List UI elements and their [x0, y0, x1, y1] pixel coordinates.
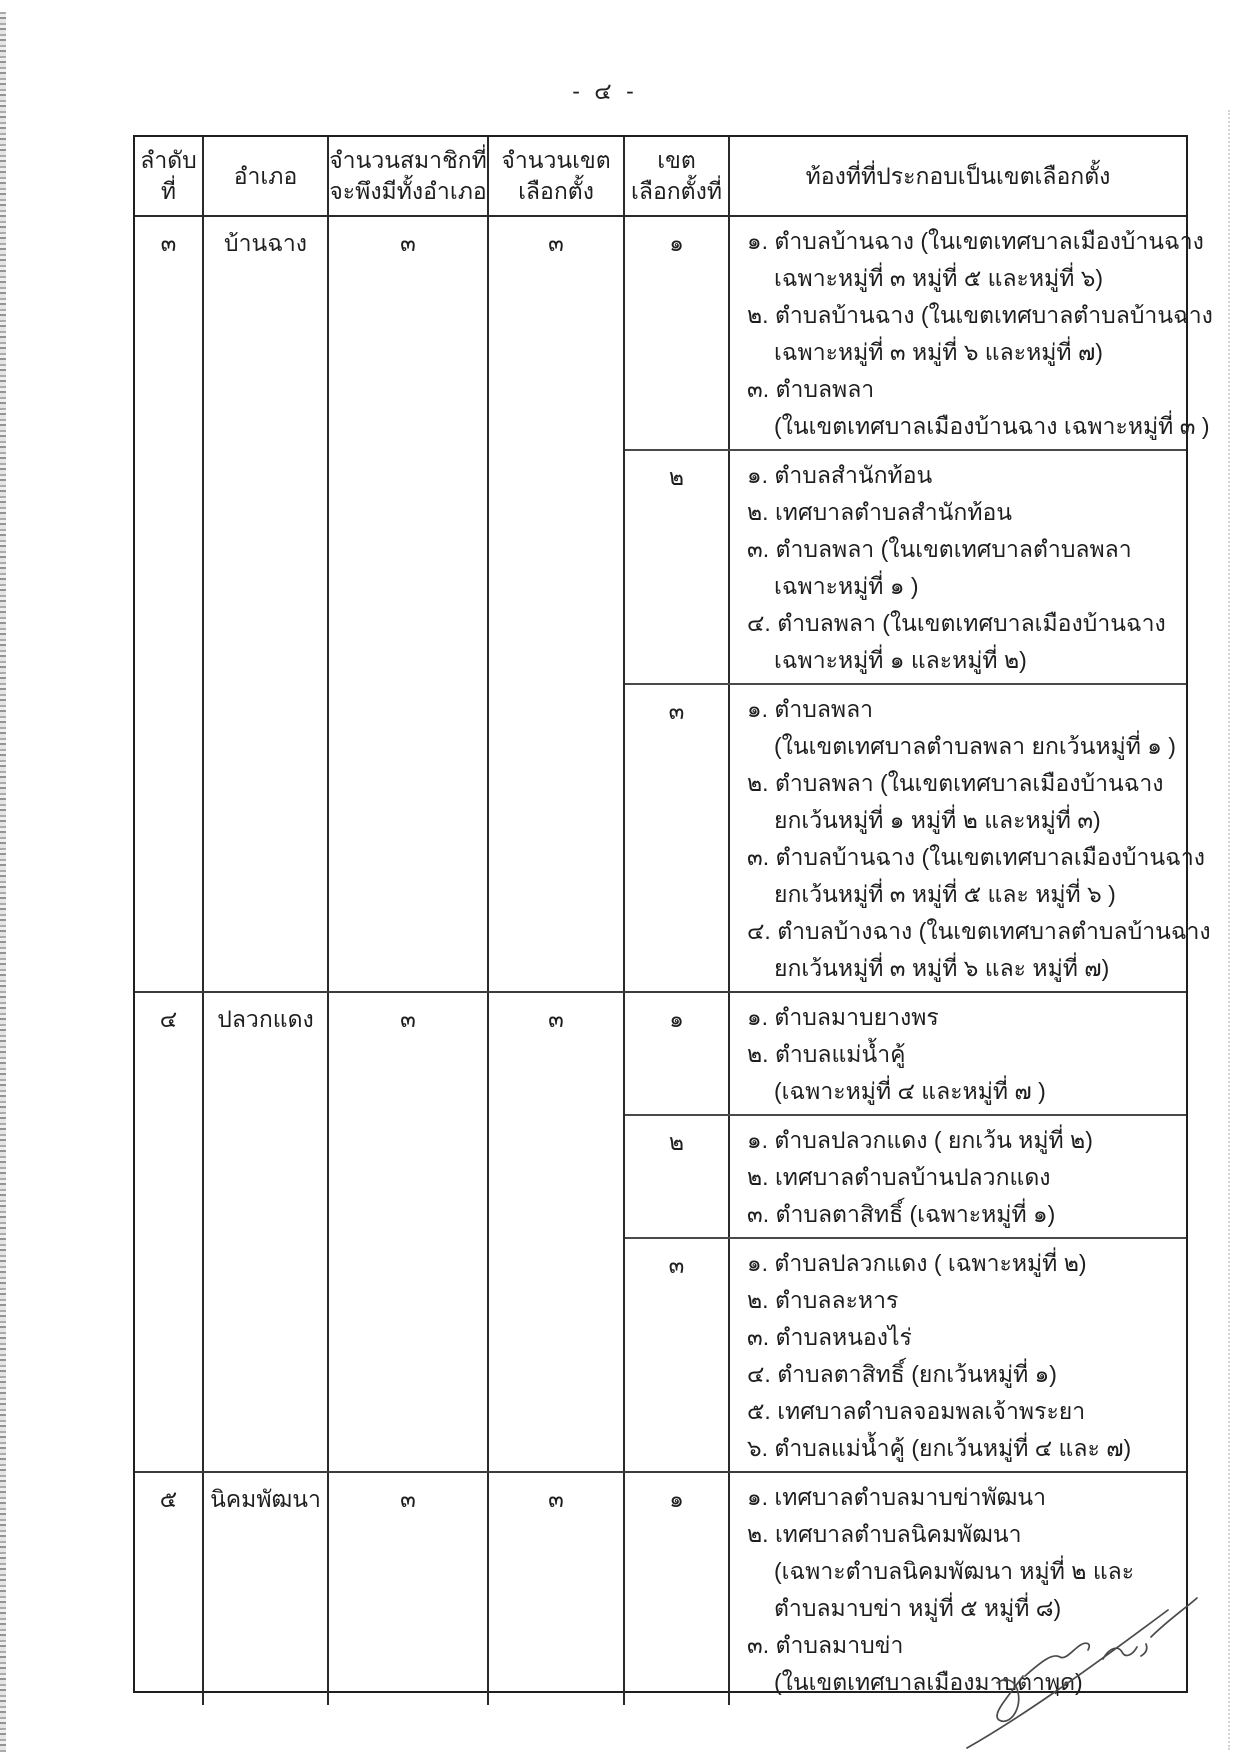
areas-cell	[730, 1239, 1186, 1471]
areas-cell	[730, 217, 1213, 449]
zone-number-cell: ๑	[625, 217, 730, 449]
area-line: ๔. ตำบลบ้างฉาง (ในเขตเทศบาลตำบลบ้านฉาง	[747, 918, 1211, 944]
zone-number-cell: ๑	[625, 1473, 730, 1705]
area-line-continuation: ยกเว้นหมู่ที่ ๑ หมู่ที่ ๒ และหมู่ที่ ๓)	[774, 807, 1101, 833]
area-line-continuation: ยกเว้นหมู่ที่ ๓ หมู่ที่ ๕ และ หมู่ที่ ๖ )	[774, 881, 1116, 907]
header-cell-zones	[489, 137, 625, 215]
area-line: ๔. ตำบลพลา (ในเขตเทศบาลเมืองบ้านฉาง	[747, 610, 1166, 636]
area-line: ๓. ตำบลหนองไร่	[747, 1324, 912, 1350]
zone-section	[625, 217, 1213, 451]
area-line-continuation: (เฉพาะหมู่ที่ ๔ และหมู่ที่ ๗ )	[774, 1078, 1046, 1104]
zone-section	[625, 451, 1186, 685]
areas-cell	[730, 1116, 1186, 1237]
area-line: ๒. เทศบาลตำบลสำนักท้อน	[747, 499, 1013, 525]
electoral-districts-table	[133, 135, 1213, 1695]
header-cell-areas	[730, 137, 1186, 215]
area-line: ๑. ตำบลมาบยางพร	[747, 1004, 939, 1030]
area-line: ๒. ตำบลบ้านฉาง (ในเขตเทศบาลตำบลบ้านฉาง	[747, 302, 1213, 328]
area-line-continuation: ยกเว้นหมู่ที่ ๓ หมู่ที่ ๖ และ หมู่ที่ ๗)	[774, 955, 1110, 981]
area-line-continuation: (ในเขตเทศบาลเมืองมาบตาพุด)	[774, 1669, 1083, 1695]
area-line: ๒. เทศบาลตำบลนิคมพัฒนา	[747, 1521, 1022, 1547]
district-row	[135, 217, 1213, 993]
area-line: ๒. ตำบลละหาร	[747, 1287, 899, 1313]
area-line-continuation: เฉพาะหมู่ที่ ๓ หมู่ที่ ๖ และหมู่ที่ ๗)	[774, 339, 1103, 365]
area-line: ๑. ตำบลปลวกแดง ( ยกเว้น หมู่ที่ ๒)	[747, 1127, 1093, 1153]
members-cell: ๓	[329, 217, 489, 991]
header-cell-members	[329, 137, 489, 215]
district-cell: ปลวกแดง	[204, 993, 329, 1471]
header-label: ท้องที่ที่ประกอบเป็นเขตเลือกตั้ง	[805, 162, 1111, 189]
members-cell: ๓	[329, 993, 489, 1471]
areas-cell	[730, 451, 1186, 683]
header-cell-order	[135, 137, 204, 215]
area-line: ๓. ตำบลบ้านฉาง (ในเขตเทศบาลเมืองบ้านฉาง	[747, 844, 1205, 870]
area-line-continuation: เฉพาะหมู่ที่ ๓ หมู่ที่ ๕ และหมู่ที่ ๖)	[774, 265, 1104, 291]
members-cell: ๓	[329, 1473, 489, 1705]
areas-cell	[730, 685, 1211, 991]
area-line: ๒. เทศบาลตำบลบ้านปลวกแดง	[747, 1164, 1051, 1190]
area-line-continuation: (เฉพาะตำบลนิคมพัฒนา หมู่ที่ ๒ และ	[774, 1558, 1135, 1584]
zone-number-cell: ๓	[625, 1239, 730, 1471]
zone-number-cell: ๑	[625, 993, 730, 1114]
area-line-continuation: (ในเขตเทศบาลเมืองบ้านฉาง เฉพาะหมู่ที่ ๓ )	[774, 413, 1210, 439]
areas-cell	[730, 993, 1186, 1114]
header-label: เขต	[657, 147, 696, 173]
area-line: ๓. ตำบลตาสิทธิ์ (เฉพาะหมู่ที่ ๑)	[747, 1201, 1056, 1227]
zones-cell: ๓	[489, 217, 625, 991]
zone-number-cell: ๒	[625, 1116, 730, 1237]
header-label: จำนวนสมาชิกที่	[329, 147, 487, 173]
zone-section	[625, 1239, 1186, 1471]
district-row	[135, 993, 1186, 1473]
page-number: - ๔ -	[572, 78, 638, 104]
zone-section	[625, 993, 1186, 1116]
area-line-continuation: ตำบลมาบข่า หมู่ที่ ๕ หมู่ที่ ๘)	[774, 1595, 1062, 1621]
order-cell: ๕	[135, 1473, 204, 1705]
area-line: ๑. ตำบลพลา	[747, 696, 874, 722]
area-line: ๒. ตำบลพลา (ในเขตเทศบาลเมืองบ้านฉาง	[747, 770, 1164, 796]
district-cell: บ้านฉาง	[204, 217, 329, 991]
header-label: เลือกตั้ง	[518, 178, 594, 204]
handwritten-signature	[925, 1560, 1215, 1755]
area-line-continuation: เฉพาะหมู่ที่ ๑ และหมู่ที่ ๒)	[774, 647, 1027, 673]
area-line-continuation: (ในเขตเทศบาลตำบลพลา ยกเว้นหมู่ที่ ๑ )	[774, 733, 1176, 759]
area-line-continuation: เฉพาะหมู่ที่ ๑ )	[774, 573, 919, 599]
scan-edge-artifact	[0, 12, 6, 1752]
table-body	[135, 217, 1213, 1695]
zones-wrap	[625, 993, 1186, 1471]
header-label: เลือกตั้งที่	[630, 178, 723, 204]
area-line: ๑. ตำบลบ้านฉาง (ในเขตเทศบาลเมืองบ้านฉาง	[747, 228, 1204, 254]
header-cell-zoneno	[625, 137, 730, 215]
scan-dotted-edge-artifact	[1228, 110, 1230, 1750]
zone-number-cell: ๓	[625, 685, 730, 991]
area-line: ๑. เทศบาลตำบลมาบข่าพัฒนา	[747, 1484, 1047, 1510]
area-line: ๖. ตำบลแม่น้ำคู้ (ยกเว้นหมู่ที่ ๔ และ ๗)	[747, 1435, 1132, 1461]
table-header-row	[135, 137, 1186, 217]
area-line: ๑. ตำบลสำนักท้อน	[747, 462, 933, 488]
area-line: ๑. ตำบลปลวกแดง ( เฉพาะหมู่ที่ ๒)	[747, 1250, 1087, 1276]
zones-wrap	[625, 217, 1213, 991]
header-label: อำเภอ	[233, 162, 298, 189]
header-label: ที่	[160, 178, 177, 204]
header-label: จะพึงมีทั้งอำเภอ	[329, 178, 487, 204]
district-cell: นิคมพัฒนา	[204, 1473, 329, 1705]
area-line: ๔. ตำบลตาสิทธิ์ (ยกเว้นหมู่ที่ ๑)	[747, 1361, 1057, 1387]
area-line: ๓. ตำบลพลา (ในเขตเทศบาลตำบลพลา	[747, 536, 1132, 562]
order-cell: ๔	[135, 993, 204, 1471]
zones-cell: ๓	[489, 993, 625, 1471]
zone-number-cell: ๒	[625, 451, 730, 683]
area-line: ๓. ตำบลมาบข่า	[747, 1632, 904, 1658]
header-label: ลำดับ	[140, 147, 197, 173]
area-line: ๒. ตำบลแม่น้ำคู้	[747, 1041, 906, 1067]
header-label: จำนวนเขต	[501, 147, 611, 173]
area-line: ๓. ตำบลพลา	[747, 376, 875, 402]
zone-section	[625, 685, 1211, 991]
header-cell-district	[204, 137, 329, 215]
zone-section	[625, 1116, 1186, 1239]
order-cell: ๓	[135, 217, 204, 991]
zones-cell: ๓	[489, 1473, 625, 1705]
area-line: ๕. เทศบาลตำบลจอมพลเจ้าพระยา	[747, 1398, 1086, 1424]
